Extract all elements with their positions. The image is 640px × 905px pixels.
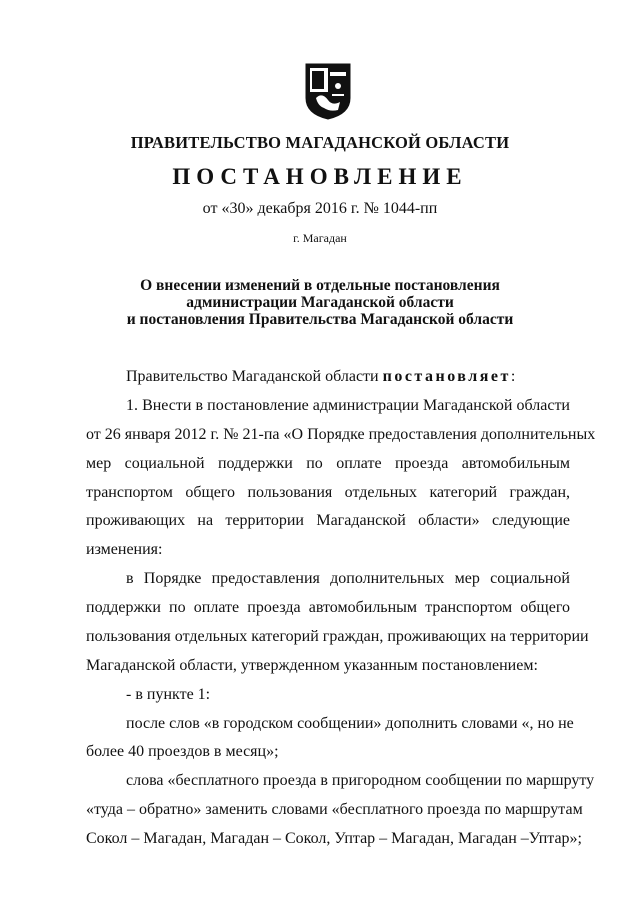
document-subject — [0, 277, 640, 328]
paragraph-line: в Порядке предоставления дополнительных мер социальной — [126, 570, 570, 587]
intro-prefix: Правительство Магаданской области — [126, 368, 379, 385]
paragraph-line: транспортом общего пользования отдельных категорий граждан, — [86, 484, 570, 501]
paragraph-line: проживающих на территории Магаданской области» следующие — [86, 512, 570, 529]
paragraph-line: мер социальной поддержки по оплате проезда автомобильным — [86, 455, 570, 472]
paragraph-line: после слов «в городском сообщении» дополнить словами «, но не — [126, 715, 574, 732]
date-and-number: от «30» декабря 2016 г. № 1044-пп — [202, 200, 438, 217]
paragraph-line: - в пункте 1: — [126, 686, 211, 703]
intro-keyword: постановляет — [382, 368, 511, 385]
intro-paragraph — [126, 368, 515, 386]
subject-line: О внесении изменений в отдельные постановления — [140, 277, 500, 294]
intro-suffix: : — [510, 368, 516, 385]
paragraph-line: изменения: — [86, 541, 163, 558]
paragraph-line: Сокол – Магадан, Магадан – Сокол, Уптар – Магадан, Магадан –Уптар»; — [86, 830, 582, 847]
paragraph-line: «туда – обратно» заменить словами «бесплатного проезда по маршрутам — [86, 801, 583, 818]
document-type-title: ПОСТАНОВЛЕНИЕ — [172, 164, 468, 189]
government-name: ПРАВИТЕЛЬСТВО МАГАДАНСКОЙ ОБЛАСТИ — [130, 133, 510, 152]
subject-line: и постановления Правительства Магаданской области — [126, 311, 514, 328]
coat-of-arms-emblem — [302, 62, 354, 120]
paragraph-line: поддержки по оплате проезда автомобильным транспортом общего — [86, 599, 570, 616]
subject-line: администрации Магаданской области — [186, 294, 454, 311]
paragraph-line: слова «бесплатного проезда в пригородном сообщении по маршруту — [126, 772, 595, 789]
city-name: г. Магадан — [293, 231, 347, 245]
paragraph-line: более 40 проездов в месяц»; — [86, 743, 279, 760]
paragraph-line: Магаданской области, утвержденном указанным постановлением: — [86, 657, 538, 674]
paragraph-line: 1. Внести в постановление администрации Магаданской области — [126, 397, 570, 414]
paragraph-line: от 26 января 2012 г. № 21-па «О Порядке предоставления дополнительных — [86, 426, 596, 443]
paragraph-line: пользования отдельных категорий граждан, проживающих на территории — [86, 628, 589, 645]
